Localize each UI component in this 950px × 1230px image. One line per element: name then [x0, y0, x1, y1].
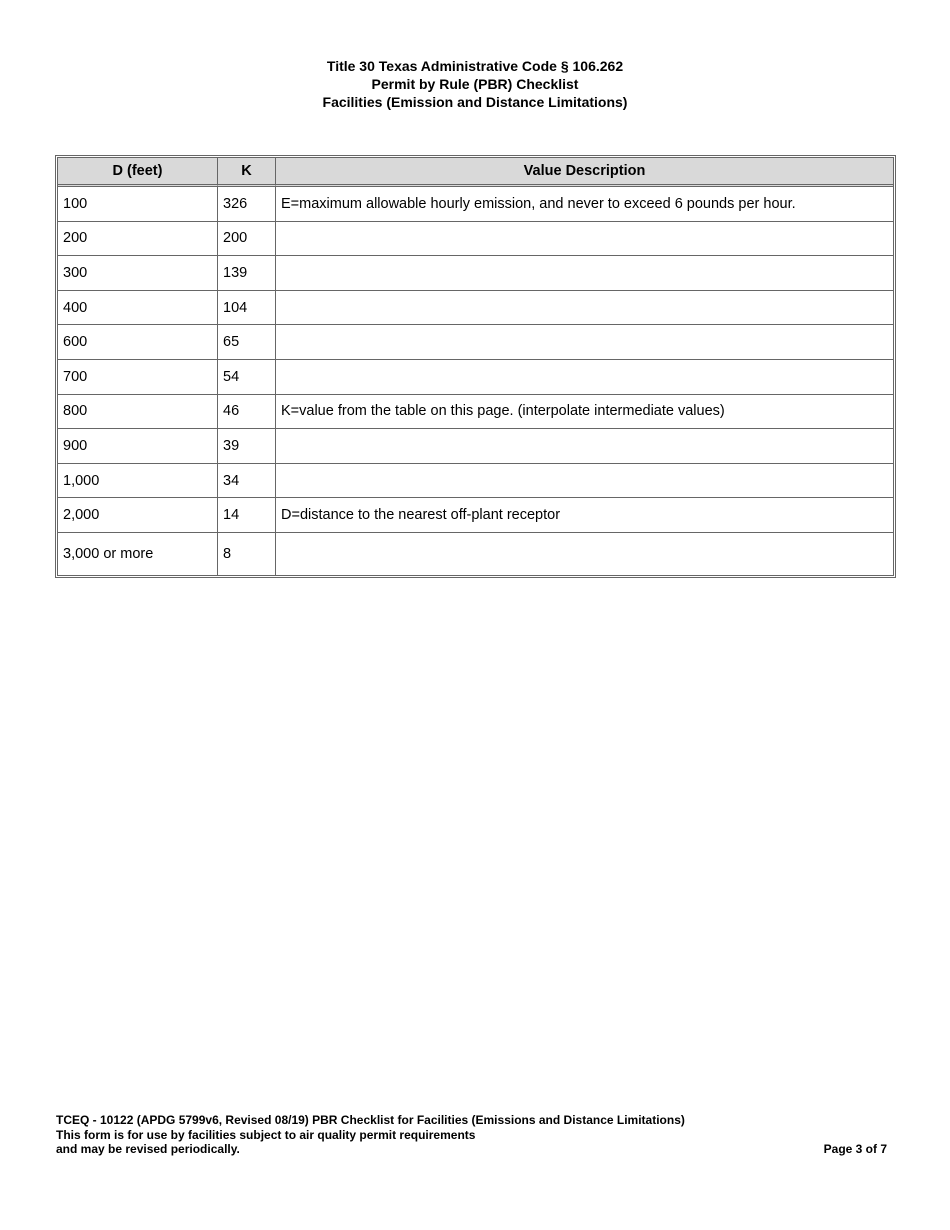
page-number: Page 3 of 7 [823, 1142, 887, 1156]
cell-k: 139 [218, 256, 276, 291]
cell-description: E=maximum allowable hourly emission, and never to exceed 6 pounds per hour. [276, 187, 893, 222]
column-header-d-feet: D (feet) [58, 158, 218, 187]
table-row [58, 395, 893, 430]
cell-d: 3,000 or more [58, 533, 218, 575]
cell-description: D=distance to the nearest off-plant receptor [276, 498, 893, 533]
cell-d: 900 [58, 429, 218, 464]
table-row [58, 325, 893, 360]
cell-d: 800 [58, 395, 218, 430]
footer-form-id: TCEQ - 10122 (APDG 5799v6, Revised 08/19) PBR Checklist for Facilities (Emissions and Distance Limitations) [56, 1113, 685, 1127]
cell-d: 100 [58, 187, 218, 222]
cell-k: 39 [218, 429, 276, 464]
cell-k: 14 [218, 498, 276, 533]
header-title-line: Title 30 Texas Administrative Code § 106.262 [326, 58, 624, 74]
cell-d: 1,000 [58, 464, 218, 499]
footer-usage-note: This form is for use by facilities subject to air quality permit requirements [56, 1127, 476, 1142]
cell-description [276, 464, 893, 499]
table-row [58, 429, 893, 464]
cell-k: 326 [218, 187, 276, 222]
distance-k-table [55, 155, 896, 578]
table-header-row [58, 158, 893, 187]
table-row [58, 256, 893, 291]
cell-description [276, 291, 893, 326]
table-row [58, 291, 893, 326]
table-row [58, 222, 893, 257]
cell-k: 46 [218, 395, 276, 430]
footer-revision-note: and may be revised periodically. [56, 1142, 240, 1156]
cell-description [276, 256, 893, 291]
cell-d: 600 [58, 325, 218, 360]
header-subtitle-line: Permit by Rule (PBR) Checklist [371, 76, 579, 92]
cell-description [276, 360, 893, 395]
cell-description: K=value from the table on this page. (interpolate intermediate values) [276, 395, 893, 430]
cell-d: 300 [58, 256, 218, 291]
cell-description [276, 429, 893, 464]
cell-d: 400 [58, 291, 218, 326]
cell-description [276, 533, 893, 575]
table-row [58, 187, 893, 222]
cell-k: 8 [218, 533, 276, 575]
table-row [58, 464, 893, 499]
cell-k: 200 [218, 222, 276, 257]
cell-description [276, 325, 893, 360]
table-row [58, 360, 893, 395]
column-header-k: K [218, 158, 276, 187]
page-header [0, 57, 950, 111]
table-row [58, 498, 893, 533]
footer-form-info [56, 1113, 685, 1157]
header-facilities-line: Facilities (Emission and Distance Limitations) [322, 94, 628, 110]
cell-d: 700 [58, 360, 218, 395]
cell-k: 34 [218, 464, 276, 499]
cell-k: 54 [218, 360, 276, 395]
cell-k: 104 [218, 291, 276, 326]
cell-k: 65 [218, 325, 276, 360]
column-header-value-description: Value Description [276, 158, 893, 187]
cell-d: 200 [58, 222, 218, 257]
cell-d: 2,000 [58, 498, 218, 533]
table-row [58, 533, 893, 575]
cell-description [276, 222, 893, 257]
